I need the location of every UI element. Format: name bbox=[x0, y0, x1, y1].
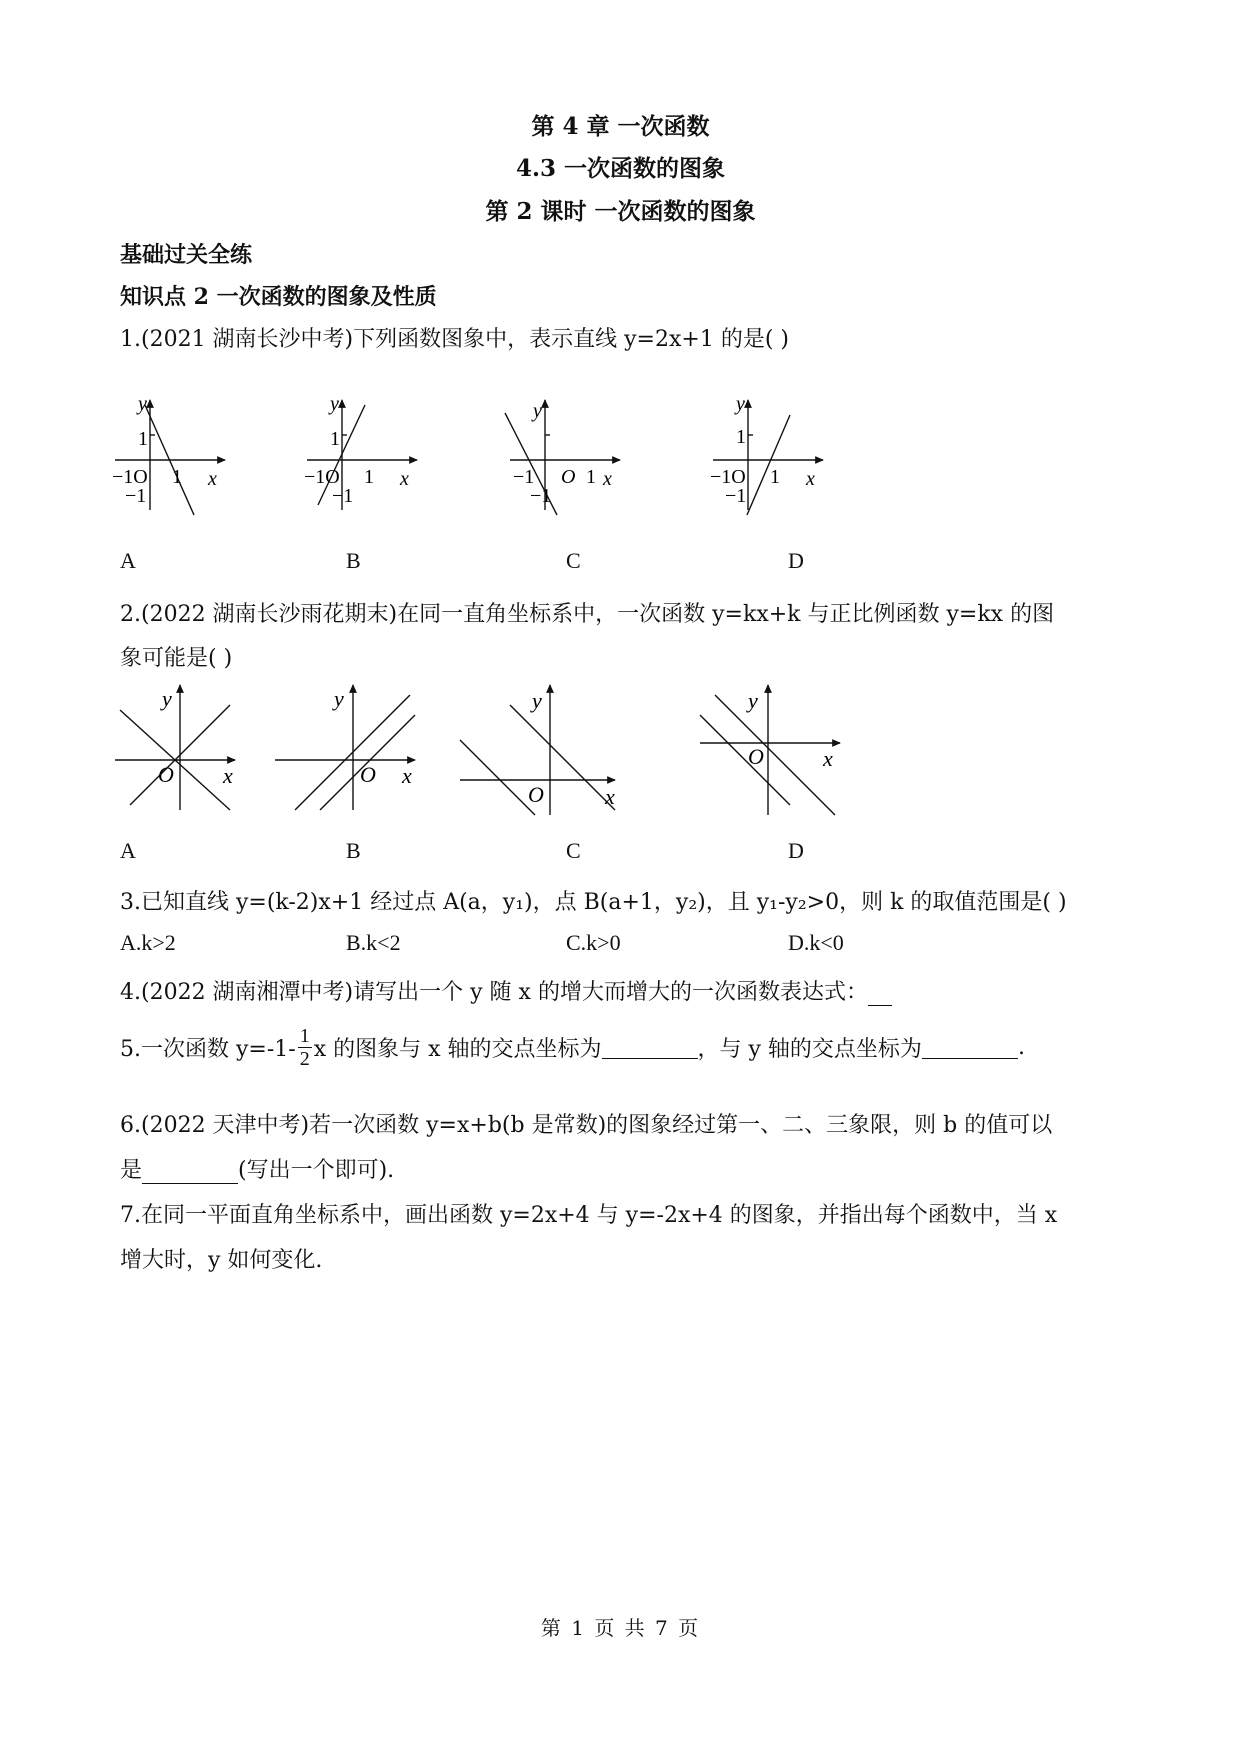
q2-graph-a bbox=[115, 685, 235, 810]
q1-option-d: D bbox=[788, 548, 804, 573]
q2-graphs bbox=[110, 680, 850, 820]
q2-a-y-label: y bbox=[162, 686, 172, 711]
q1-c-y-label: y bbox=[533, 400, 542, 422]
q1-b-neg-one-origin: −1O bbox=[304, 466, 340, 488]
q2-d-y-label: y bbox=[748, 688, 758, 713]
q1-text: 1.(2021 湖南长沙中考)下列函数图象中，表示直线 y=2x+1 的是( ) bbox=[120, 327, 789, 352]
q6-answer-blank[interactable] bbox=[142, 1161, 238, 1184]
q1-c-x-label: x bbox=[603, 468, 612, 490]
q2-b-origin: O bbox=[360, 762, 376, 787]
q1-b-x-label: x bbox=[400, 468, 409, 490]
q1-a-neg-one-y: −1 bbox=[125, 485, 147, 507]
q3-choice-a: A.k>2 bbox=[120, 930, 176, 955]
q1-d-neg-one-y: −1 bbox=[725, 485, 747, 507]
page-footer: 第 1 页 共 7 页 bbox=[540, 1616, 701, 1640]
q2-d-x-label: x bbox=[823, 746, 833, 771]
q2-option-b: B bbox=[346, 838, 361, 863]
q7-line1: 7.在同一平面直角坐标系中，画出函数 y=2x+4 与 y=-2x+4 的图象，并指出每个函数中，当 x bbox=[120, 1203, 1058, 1228]
q3-choice-b: B.k<2 bbox=[346, 930, 401, 955]
knowledge-point: 知识点 2 一次函数的图象及性质 bbox=[120, 284, 437, 310]
q1-c-one-x: 1 bbox=[586, 466, 596, 488]
q1-b-neg-one-y: −1 bbox=[332, 485, 354, 507]
q4-line bbox=[120, 975, 892, 1006]
q2-option-d: D bbox=[788, 838, 804, 863]
q1-d-one-x: 1 bbox=[770, 466, 780, 488]
q1-c-origin: O bbox=[561, 466, 576, 488]
q5-frac-num: 1 bbox=[299, 1025, 310, 1047]
q5-prefix: 5.一次函数 y=-1- bbox=[120, 1037, 296, 1062]
q1-a-neg-one-origin: −1O bbox=[112, 466, 148, 488]
q1-a-y-label: y bbox=[138, 395, 147, 415]
q4-answer-blank[interactable] bbox=[868, 983, 892, 1006]
q1-a-one-y: 1 bbox=[138, 428, 148, 450]
q2-c-x-label: x bbox=[605, 784, 615, 809]
q1-d-x-label: x bbox=[806, 468, 815, 490]
q2-graph-b bbox=[275, 685, 415, 810]
q1-d-neg-one-origin: −1O bbox=[710, 466, 746, 488]
q1-option-b: B bbox=[346, 548, 361, 573]
q1-graphs bbox=[110, 395, 850, 525]
q4-text: 4.(2022 湖南湘潭中考)请写出一个 y 随 x 的增大而增大的一次函数表达式： bbox=[120, 980, 868, 1005]
q1-d-one-y: 1 bbox=[736, 426, 746, 448]
q2-line1: 2.(2022 湖南长沙雨花期末)在同一直角坐标系中，一次函数 y=kx+k 与正比例函数 y=kx 的图 bbox=[120, 602, 1055, 627]
q2-d-origin: O bbox=[748, 744, 764, 769]
q1-c-neg-one-y: −1 bbox=[530, 485, 552, 507]
q6-line1: 6.(2022 天津中考)若一次函数 y=x+b(b 是常数)的图象经过第一、二、三象限，则 b 的值可以 bbox=[120, 1113, 1053, 1138]
q2-c-y-label: y bbox=[532, 688, 542, 713]
q2-option-c: C bbox=[566, 838, 581, 863]
q5-x-intercept-blank[interactable] bbox=[602, 1036, 698, 1059]
q5-line bbox=[120, 1025, 1025, 1070]
chapter-title: 第 4 章 一次函数 bbox=[531, 113, 710, 140]
q1-c-neg-one-x: −1 bbox=[513, 466, 535, 488]
q1-graph-b bbox=[307, 400, 417, 510]
q2-c-origin: O bbox=[528, 782, 544, 807]
lesson-title: 第 2 课时 一次函数的图象 bbox=[485, 198, 756, 225]
q2-a-x-label: x bbox=[223, 763, 233, 788]
q1-option-a: A bbox=[120, 548, 136, 573]
q5-fraction bbox=[298, 1025, 312, 1070]
section-title: 4.3 一次函数的图象 bbox=[515, 155, 726, 182]
q1-option-c: C bbox=[566, 548, 581, 573]
q6-line2-prefix: 是 bbox=[120, 1158, 143, 1183]
q1-b-y-label: y bbox=[330, 395, 339, 415]
q2-graph-d bbox=[700, 685, 840, 815]
q5-end: . bbox=[1017, 1035, 1025, 1060]
q3-choice-c: C.k>0 bbox=[566, 930, 621, 955]
q5-frac-den: 2 bbox=[299, 1048, 310, 1070]
q7-line2: 增大时，y 如何变化. bbox=[120, 1248, 323, 1273]
q1-b-one-x: 1 bbox=[364, 466, 374, 488]
practice-title: 基础过关全练 bbox=[120, 242, 253, 268]
q5-suffix-b: ，与 y 轴的交点坐标为 bbox=[697, 1037, 922, 1062]
q1-a-one-x: 1 bbox=[172, 466, 182, 488]
q2-option-a: A bbox=[120, 838, 136, 863]
q2-b-y-label: y bbox=[334, 686, 344, 711]
q1-b-one-y: 1 bbox=[330, 428, 340, 450]
q1-a-x-label: x bbox=[208, 468, 217, 490]
q2-a-origin: O bbox=[158, 762, 174, 787]
q5-suffix-a: x 的图象与 x 轴的交点坐标为 bbox=[313, 1037, 602, 1062]
q3-text: 3.已知直线 y=(k-2)x+1 经过点 A(a，y₁)，点 B(a+1，y₂)，且 y₁-y₂>0，则 k 的取值范围是( ) bbox=[120, 890, 1067, 915]
q1-d-y-label: y bbox=[736, 395, 745, 415]
q6-line2-suffix: (写出一个即可). bbox=[238, 1158, 395, 1183]
q1-graph-c bbox=[505, 400, 620, 515]
q2-b-x-label: x bbox=[402, 763, 412, 788]
q2-line2: 象可能是( ) bbox=[120, 646, 233, 671]
q6-line2 bbox=[120, 1153, 394, 1184]
q3-choice-d: D.k<0 bbox=[788, 930, 844, 955]
q5-y-intercept-blank[interactable] bbox=[922, 1036, 1018, 1059]
